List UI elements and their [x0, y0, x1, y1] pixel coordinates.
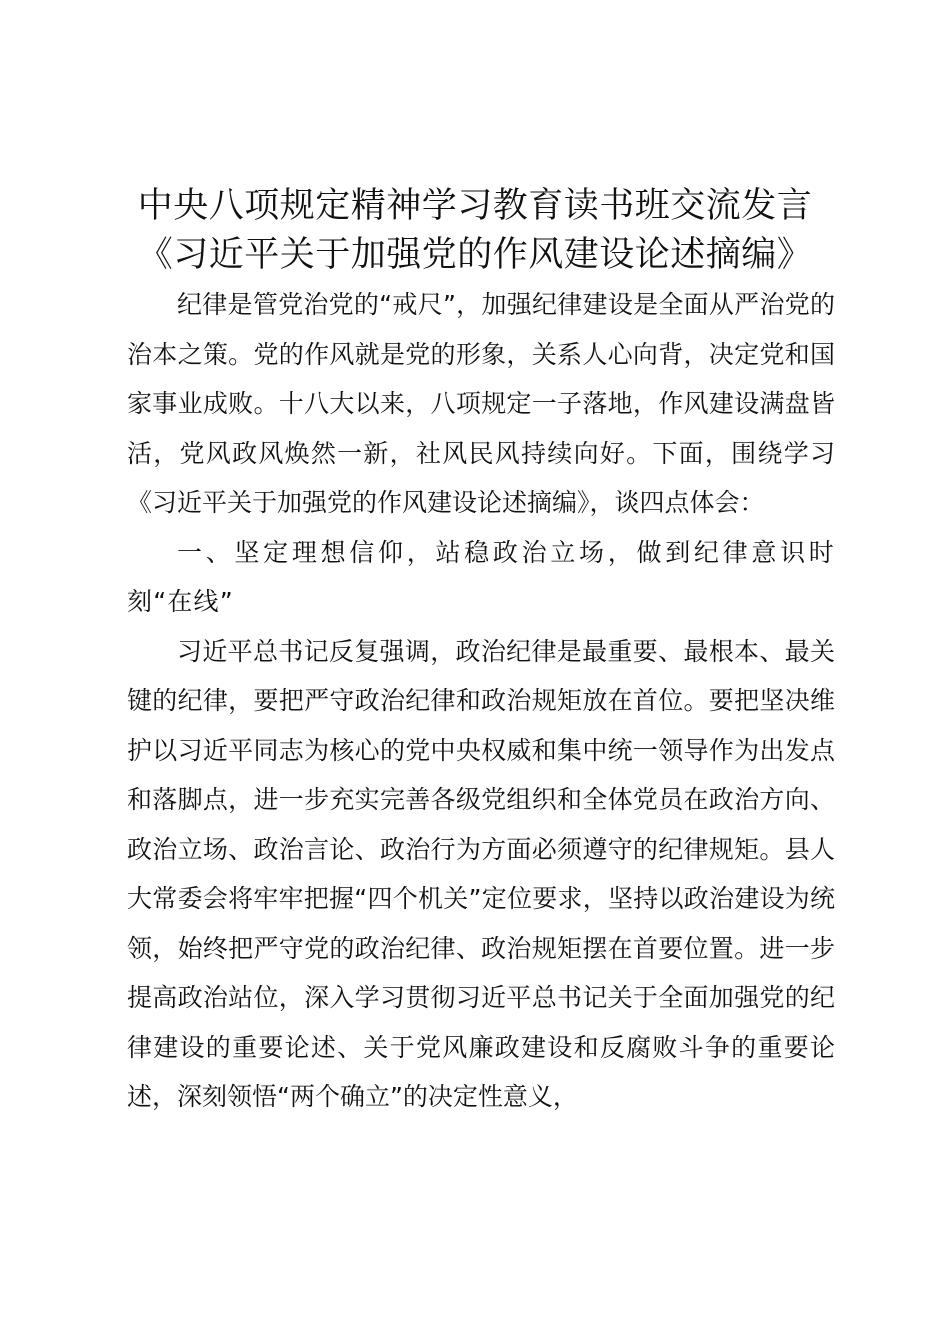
document-body — [127, 280, 835, 1122]
document-title-line2: 《习近平关于加强党的作风建设论述摘编》 — [137, 235, 813, 275]
section-1-paragraph: 习近平总书记反复强调，政治纪律是最重要、最根本、最关键的纪律，要把严守政治纪律和政治规矩放在首位。要把坚决维护以习近平同志为核心的党中央权威和集中统一领导作为出发点和落脚点，进一步充实完善各级党组织和全体党员在政治方向、政治立场、政治言论、政治行为方面必须遵守的纪律规矩。县人大常委会将牢牢把握“四个机关”定位要求，坚持以政治建设为统领，始终把严守党的政治纪律、政治规矩摆在首要位置。进一步提高政治站位，深入学习贯彻习近平总书记关于全面加强党的纪律建设的重要论述、关于党风廉政建设和反腐败斗争的重要论述，深刻领悟“两个确立”的决定性意义， — [127, 636, 835, 1111]
section-heading-1: 一、坚定理想信仰，站稳政治立场，做到纪律意识时刻“在线” — [127, 537, 835, 616]
intro-paragraph: 纪律是管党治党的“戒尺”，加强纪律建设是全面从严治党的治本之策。党的作风就是党的形象，关系人心向背，决定党和国家事业成败。十八大以来，八项规定一子落地，作风建设满盘皆活，党风政风焕然一新，社风民风持续向好。下面，围绕学习《习近平关于加强党的作风建设论述摘编》，谈四点体会： — [127, 290, 835, 517]
document-title-line1: 中央八项规定精神学习教育读书班交流发言 — [137, 186, 813, 226]
